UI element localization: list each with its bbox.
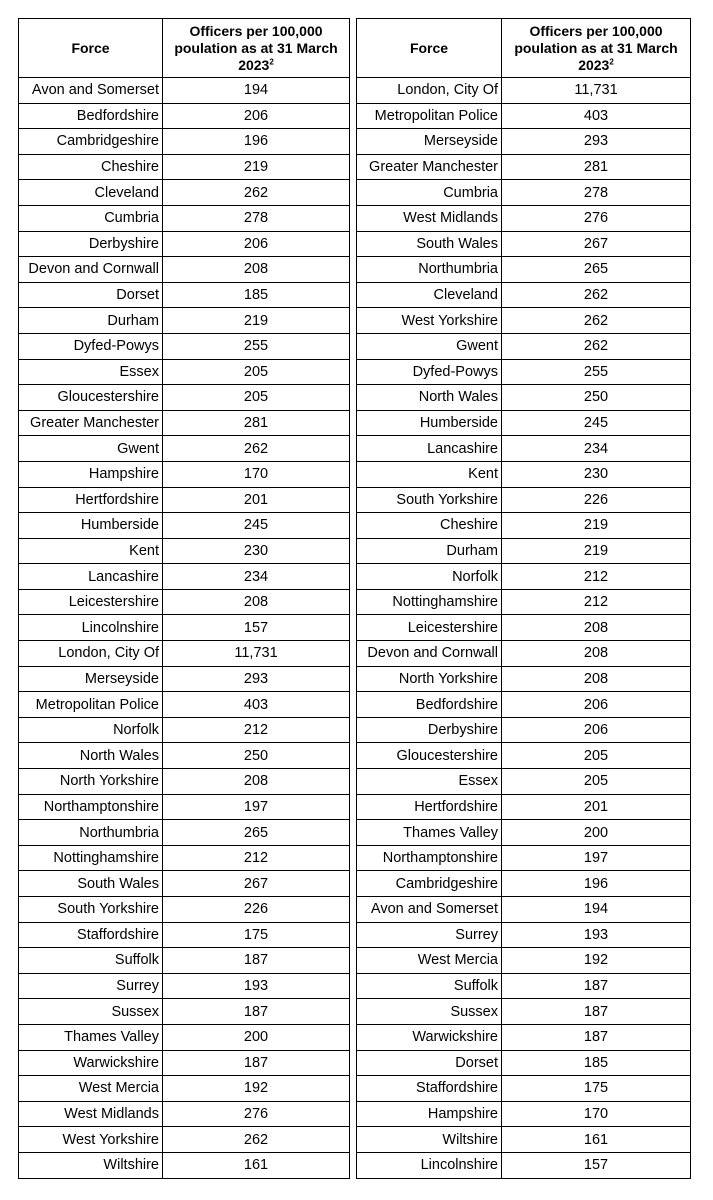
officers-value-cell: 276 [163,1101,350,1127]
force-cell: Thames Valley [357,820,502,846]
table-row [19,180,350,206]
force-cell: Greater Manchester [357,154,502,180]
force-cell: South Yorkshire [357,487,502,513]
officers-value-cell: 262 [163,1127,350,1153]
force-cell: West Midlands [357,205,502,231]
table-row [19,820,350,846]
table-row [19,615,350,641]
force-cell: Northamptonshire [357,845,502,871]
table-row [19,871,350,897]
officers-value-cell: 230 [163,538,350,564]
table-row [19,103,350,129]
header-row [357,19,691,78]
officers-value-cell: 197 [502,845,691,871]
officers-value-cell: 194 [502,897,691,923]
force-cell: Durham [19,308,163,334]
officers-value-cell: 157 [163,615,350,641]
force-cell: Dyfed-Powys [19,333,163,359]
header-officers-label: Officers per 100,000 poulation as at 31 March 2023 [514,22,678,73]
officers-value-cell: 196 [163,129,350,155]
force-cell: Hampshire [357,1101,502,1127]
table-row [19,257,350,283]
force-cell: Durham [357,538,502,564]
force-cell: Sussex [357,999,502,1025]
table-row [357,231,691,257]
officers-value-cell: 11,731 [502,78,691,104]
table-row [19,231,350,257]
force-cell: Hampshire [19,461,163,487]
force-cell: North Yorkshire [357,666,502,692]
table-row [357,1024,691,1050]
force-cell: Cumbria [357,180,502,206]
table-row [357,513,691,539]
force-cell: Cleveland [357,282,502,308]
table-row [357,257,691,283]
force-cell: Suffolk [19,948,163,974]
table-row [357,308,691,334]
force-cell: Devon and Cornwall [357,641,502,667]
force-cell: Humberside [357,410,502,436]
force-cell: Cambridgeshire [19,129,163,155]
officers-value-cell: 206 [163,231,350,257]
officers-value-cell: 192 [502,948,691,974]
force-cell: Avon and Somerset [357,897,502,923]
table-row [357,717,691,743]
table-row [19,717,350,743]
force-cell: West Yorkshire [357,308,502,334]
officers-value-cell: 255 [502,359,691,385]
table-row [19,436,350,462]
header-row [19,19,350,78]
table-row [19,154,350,180]
force-cell: Gwent [19,436,163,462]
officers-value-cell: 245 [163,513,350,539]
header-force [19,19,163,78]
force-cell: Lincolnshire [19,615,163,641]
officers-value-cell: 219 [502,513,691,539]
table-row [19,1050,350,1076]
officers-value-cell: 205 [502,743,691,769]
table-row [357,1101,691,1127]
officers-value-cell: 278 [163,205,350,231]
force-cell: Bedfordshire [357,692,502,718]
force-cell: Bedfordshire [19,103,163,129]
force-cell: Avon and Somerset [19,78,163,104]
force-cell: Cumbria [19,205,163,231]
officers-value-cell: 212 [163,845,350,871]
officers-value-cell: 293 [163,666,350,692]
header-officers [163,19,350,78]
officers-value-cell: 212 [163,717,350,743]
officers-value-cell: 201 [163,487,350,513]
table-row [19,487,350,513]
table-row [357,154,691,180]
officers-value-cell: 187 [502,1024,691,1050]
table-row [19,589,350,615]
force-cell: Thames Valley [19,1024,163,1050]
table-row [357,999,691,1025]
officers-value-cell: 193 [502,922,691,948]
officers-value-cell: 200 [163,1024,350,1050]
officers-value-cell: 201 [502,794,691,820]
officers-value-cell: 206 [163,103,350,129]
force-cell: West Midlands [19,1101,163,1127]
officers-value-cell: 403 [163,692,350,718]
table-row [357,282,691,308]
officers-value-cell: 262 [502,333,691,359]
table-row [19,564,350,590]
force-cell: West Mercia [19,1076,163,1102]
force-cell: West Mercia [357,948,502,974]
officers-value-cell: 255 [163,333,350,359]
officers-value-cell: 11,731 [163,641,350,667]
officers-value-cell: 185 [502,1050,691,1076]
force-cell: Dorset [357,1050,502,1076]
officers-value-cell: 185 [163,282,350,308]
table-row [357,538,691,564]
table-row [19,769,350,795]
table-row [357,589,691,615]
officers-value-cell: 197 [163,794,350,820]
force-cell: Lincolnshire [357,1152,502,1178]
force-cell: Cambridgeshire [357,871,502,897]
officers-value-cell: 265 [163,820,350,846]
force-cell: Cheshire [19,154,163,180]
officers-value-cell: 262 [502,282,691,308]
force-cell: Warwickshire [357,1024,502,1050]
table-row [19,385,350,411]
table-row [357,1076,691,1102]
table-row [19,641,350,667]
table-row [357,743,691,769]
tables-wrapper [18,18,691,1179]
force-cell: Metropolitan Police [357,103,502,129]
table-row [357,359,691,385]
force-cell: Humberside [19,513,163,539]
officers-value-cell: 193 [163,973,350,999]
footnote-marker: 2 [609,56,614,66]
table-row [357,948,691,974]
force-cell: West Yorkshire [19,1127,163,1153]
force-cell: Dyfed-Powys [357,359,502,385]
officers-value-cell: 293 [502,129,691,155]
officers-value-cell: 262 [502,308,691,334]
table-row [357,871,691,897]
officers-value-cell: 245 [502,410,691,436]
force-cell: Cheshire [357,513,502,539]
force-cell: Staffordshire [19,922,163,948]
officers-value-cell: 208 [163,589,350,615]
table-row [19,410,350,436]
officers-value-cell: 281 [163,410,350,436]
force-cell: South Wales [357,231,502,257]
force-cell: Wiltshire [357,1127,502,1153]
table-ranked [356,18,691,1179]
table-row [357,897,691,923]
force-cell: Norfolk [357,564,502,590]
force-cell: Staffordshire [357,1076,502,1102]
officers-value-cell: 208 [163,769,350,795]
officers-value-cell: 192 [163,1076,350,1102]
officers-value-cell: 250 [502,385,691,411]
table-row [19,333,350,359]
force-cell: Lancashire [19,564,163,590]
table-row [357,461,691,487]
force-cell: Surrey [19,973,163,999]
force-cell: Essex [357,769,502,795]
table-row [357,205,691,231]
officers-value-cell: 276 [502,205,691,231]
officers-value-cell: 262 [163,436,350,462]
header-force-label: Force [409,39,449,56]
table-row [357,487,691,513]
table-row [19,308,350,334]
table-alphabetical-body [19,78,350,1179]
table-row [19,538,350,564]
table-row [19,692,350,718]
table-row [19,1127,350,1153]
officers-value-cell: 267 [502,231,691,257]
table-row [19,973,350,999]
officers-value-cell: 219 [163,154,350,180]
officers-value-cell: 206 [502,692,691,718]
force-cell: Essex [19,359,163,385]
officers-value-cell: 170 [163,461,350,487]
force-cell: Merseyside [19,666,163,692]
officers-value-cell: 212 [502,564,691,590]
table-row [357,794,691,820]
table-row [19,1076,350,1102]
force-cell: Wiltshire [19,1152,163,1178]
table-row [357,1050,691,1076]
officers-value-cell: 175 [163,922,350,948]
table-row [19,897,350,923]
header-force [357,19,502,78]
officers-value-cell: 267 [163,871,350,897]
force-cell: Lancashire [357,436,502,462]
officers-value-cell: 170 [502,1101,691,1127]
officers-value-cell: 208 [502,641,691,667]
officers-value-cell: 403 [502,103,691,129]
force-cell: South Yorkshire [19,897,163,923]
officers-value-cell: 234 [163,564,350,590]
force-cell: Warwickshire [19,1050,163,1076]
force-cell: Northumbria [357,257,502,283]
officers-value-cell: 161 [502,1127,691,1153]
table-row [357,666,691,692]
force-cell: London, City Of [357,78,502,104]
officers-value-cell: 226 [502,487,691,513]
force-cell: South Wales [19,871,163,897]
officers-value-cell: 205 [502,769,691,795]
force-cell: Hertfordshire [19,487,163,513]
force-cell: Leicestershire [19,589,163,615]
officers-value-cell: 234 [502,436,691,462]
officers-value-cell: 265 [502,257,691,283]
table-row [357,410,691,436]
force-cell: London, City Of [19,641,163,667]
force-cell: Cleveland [19,180,163,206]
force-cell: Suffolk [357,973,502,999]
force-cell: Gloucestershire [357,743,502,769]
officers-value-cell: 187 [163,999,350,1025]
table-row [19,513,350,539]
table-row [357,129,691,155]
table-row [19,461,350,487]
officers-value-cell: 208 [502,615,691,641]
force-cell: Nottinghamshire [357,589,502,615]
force-cell: Northamptonshire [19,794,163,820]
force-cell: Merseyside [357,129,502,155]
force-cell: Derbyshire [357,717,502,743]
table-row [357,1127,691,1153]
table-row [357,1152,691,1178]
table-row [19,922,350,948]
table-row [357,385,691,411]
table-row [357,103,691,129]
table-row [357,922,691,948]
table-row [357,692,691,718]
force-cell: Devon and Cornwall [19,257,163,283]
officers-value-cell: 208 [502,666,691,692]
table-row [19,845,350,871]
officers-value-cell: 219 [163,308,350,334]
officers-value-cell: 250 [163,743,350,769]
officers-value-cell: 175 [502,1076,691,1102]
table-ranked-body [357,78,691,1179]
table-row [357,641,691,667]
officers-value-cell: 219 [502,538,691,564]
force-cell: Greater Manchester [19,410,163,436]
table-row [19,1152,350,1178]
force-cell: Metropolitan Police [19,692,163,718]
force-cell: North Yorkshire [19,769,163,795]
table-row [19,666,350,692]
officers-value-cell: 281 [502,154,691,180]
officers-value-cell: 262 [163,180,350,206]
table-row [357,769,691,795]
force-cell: North Wales [19,743,163,769]
table-row [19,1024,350,1050]
force-cell: Derbyshire [19,231,163,257]
table-row [19,78,350,104]
table-row [19,743,350,769]
officers-value-cell: 212 [502,589,691,615]
officers-value-cell: 230 [502,461,691,487]
officers-value-cell: 187 [502,973,691,999]
force-cell: Kent [357,461,502,487]
table-row [357,436,691,462]
officers-value-cell: 205 [163,359,350,385]
header-officers [502,19,691,78]
force-cell: Dorset [19,282,163,308]
header-force-label: Force [71,39,110,56]
force-cell: Sussex [19,999,163,1025]
force-cell: Norfolk [19,717,163,743]
force-cell: Leicestershire [357,615,502,641]
force-cell: Gwent [357,333,502,359]
officers-value-cell: 196 [502,871,691,897]
force-cell: Northumbria [19,820,163,846]
officers-value-cell: 187 [163,948,350,974]
table-row [357,820,691,846]
officers-value-cell: 161 [163,1152,350,1178]
table-row [19,948,350,974]
table-row [19,999,350,1025]
table-row [19,282,350,308]
table-row [19,129,350,155]
table-row [19,205,350,231]
footnote-marker: 2 [269,56,274,66]
officers-value-cell: 157 [502,1152,691,1178]
table-row [357,845,691,871]
force-cell: Surrey [357,922,502,948]
officers-value-cell: 187 [502,999,691,1025]
table-row [19,359,350,385]
table-row [357,564,691,590]
table-row [357,333,691,359]
header-officers-label: Officers per 100,000 poulation as at 31 March 2023 [174,22,338,73]
officers-value-cell: 208 [163,257,350,283]
table-row [357,973,691,999]
officers-value-cell: 206 [502,717,691,743]
officers-value-cell: 226 [163,897,350,923]
officers-value-cell: 194 [163,78,350,104]
table-row [357,615,691,641]
table-row [19,794,350,820]
force-cell: North Wales [357,385,502,411]
table-row [357,78,691,104]
force-cell: Nottinghamshire [19,845,163,871]
officers-value-cell: 200 [502,820,691,846]
table-row [19,1101,350,1127]
force-cell: Kent [19,538,163,564]
officers-value-cell: 187 [163,1050,350,1076]
table-alphabetical [18,18,350,1179]
table-row [357,180,691,206]
force-cell: Gloucestershire [19,385,163,411]
officers-value-cell: 278 [502,180,691,206]
force-cell: Hertfordshire [357,794,502,820]
officers-value-cell: 205 [163,385,350,411]
